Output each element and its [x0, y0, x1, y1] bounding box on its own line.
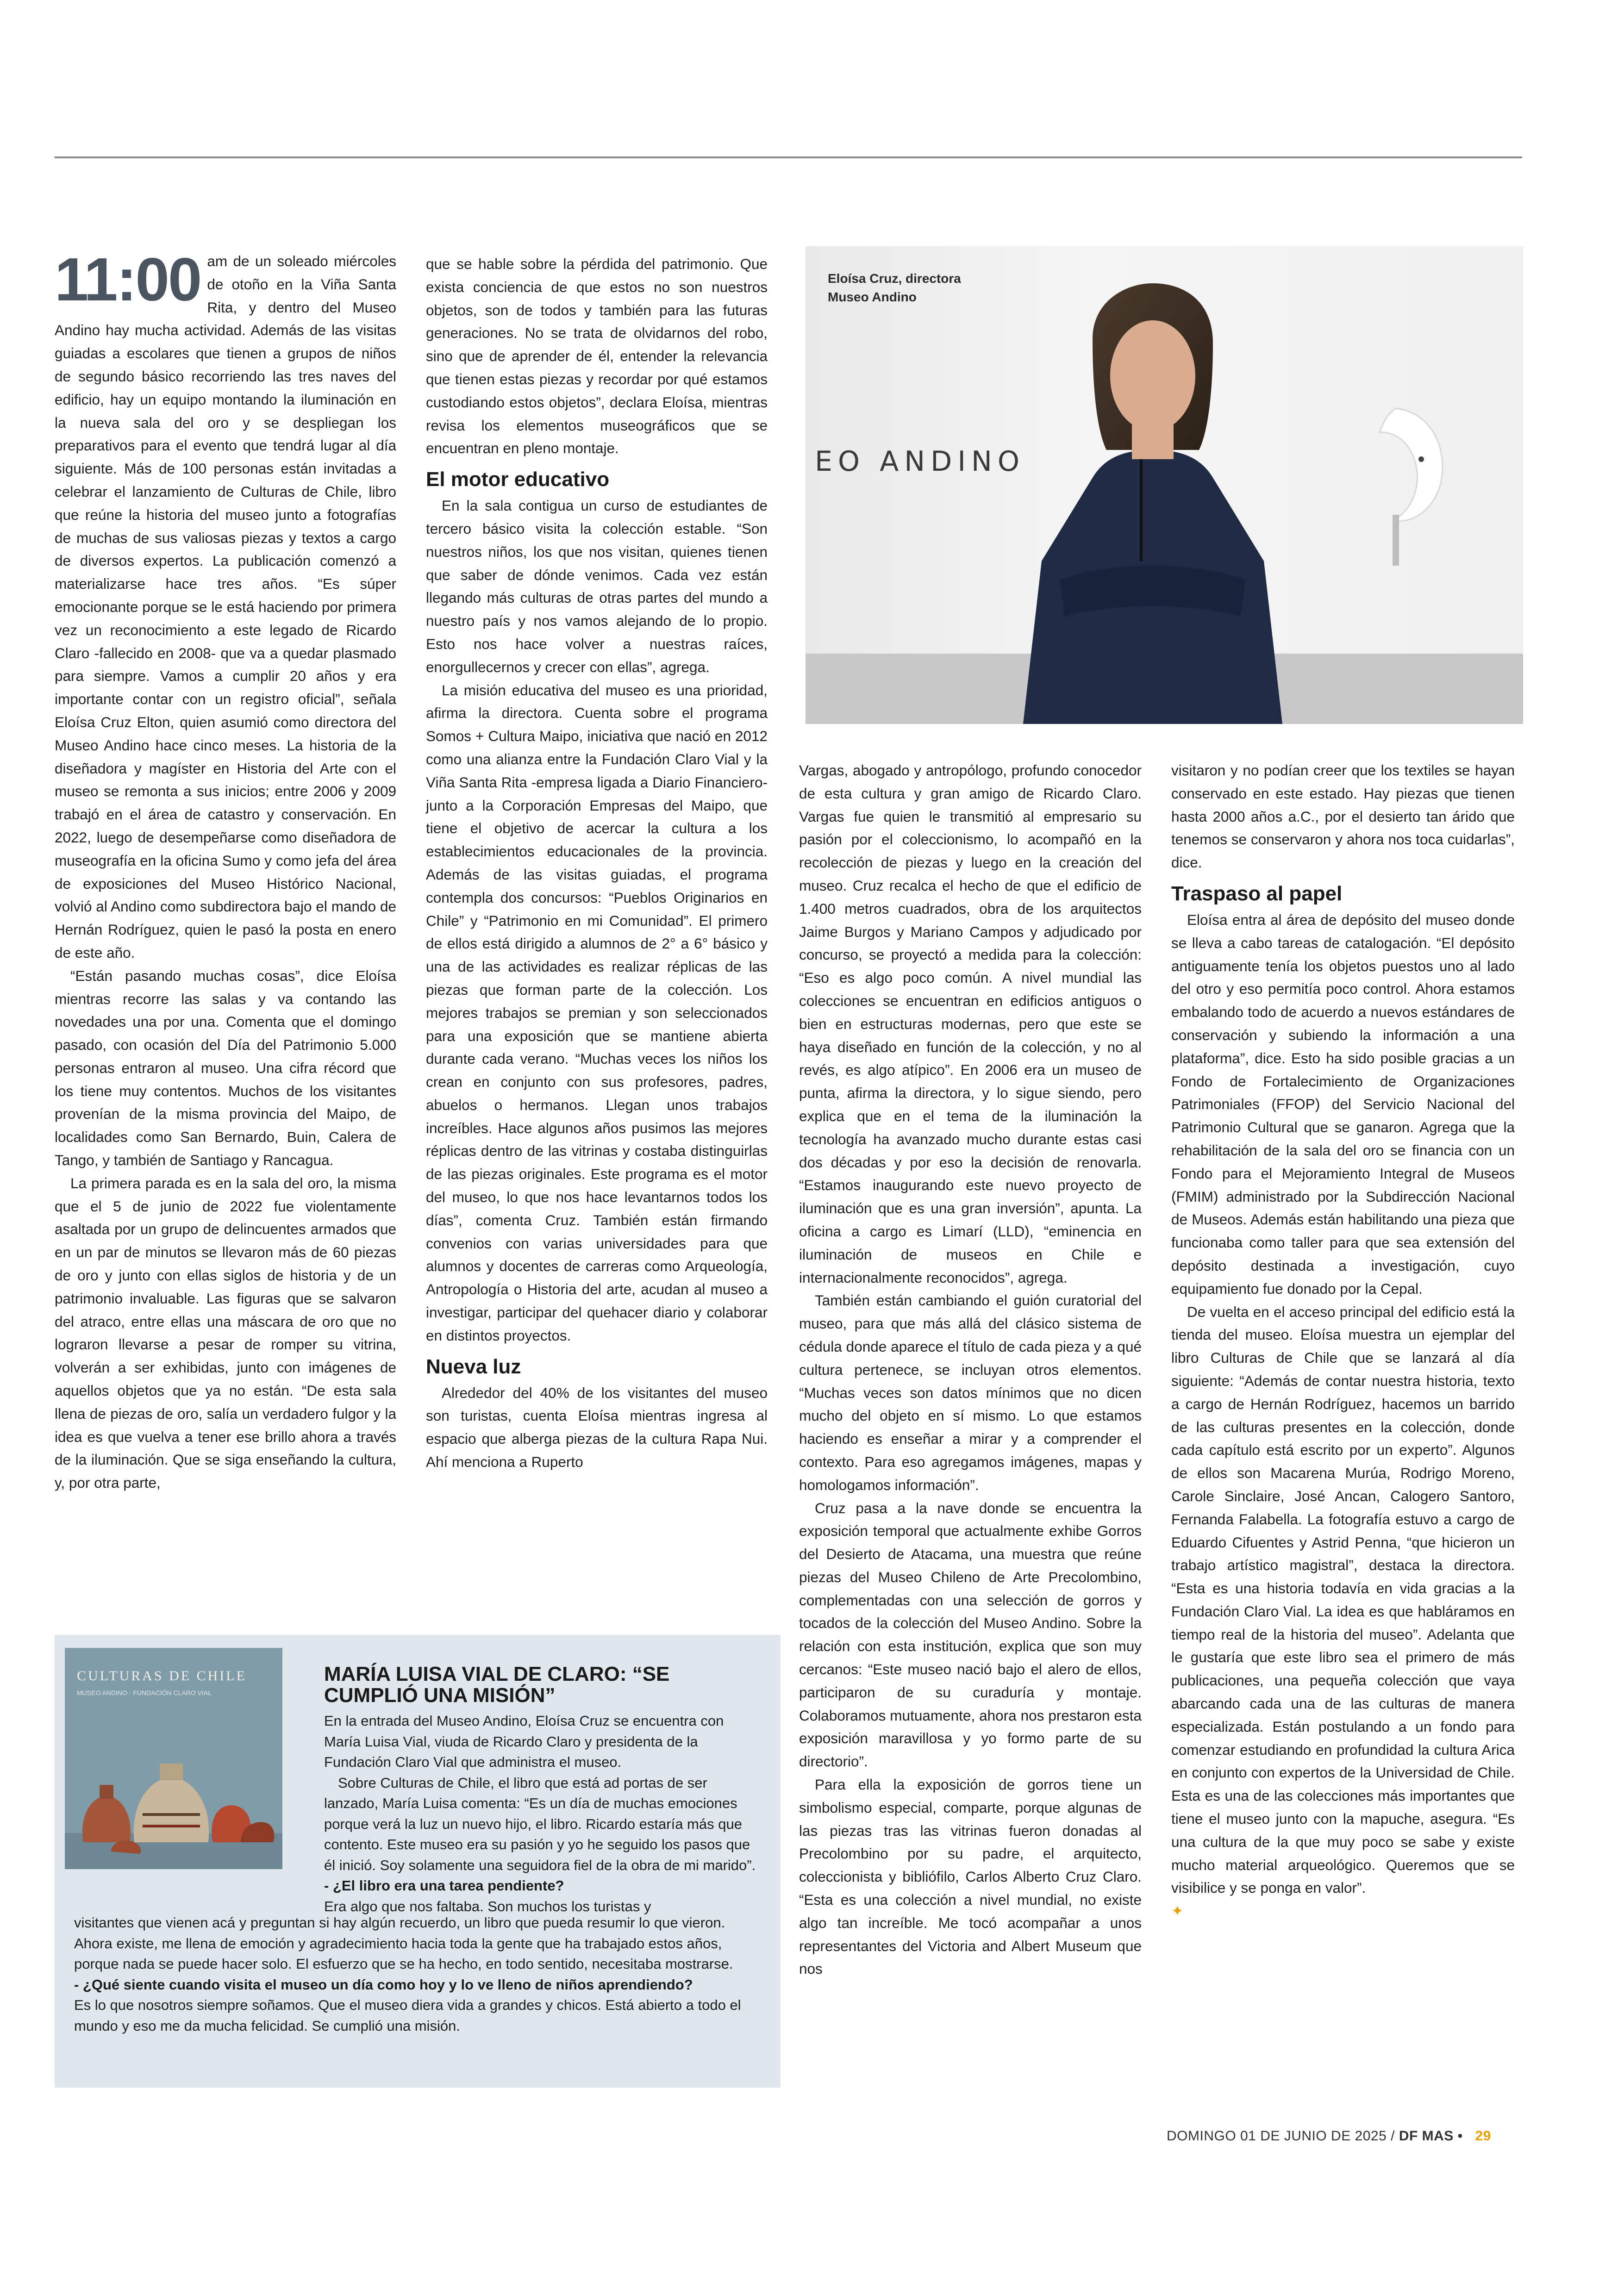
sidebar-answer: Era algo que nos faltaba. Son muchos los turistas y	[324, 1898, 651, 1915]
footer-publication: DF MAS •	[1399, 2128, 1463, 2144]
sidebar-question: - ¿El libro era una tarea pendiente?	[324, 1877, 564, 1894]
page-number: 29	[1475, 2128, 1491, 2144]
moon-sculpture-icon	[1338, 399, 1454, 566]
caption-line: Eloísa Cruz, directora	[828, 271, 961, 286]
paragraph: que se hable sobre la pérdida del patrimonio. Que exista conciencia de que estos no son nuestros objetos, son de todos y también para las futuras generaciones. No se trata de olvidarnos del robo, sino que de aprender de él, entender la relevancia que tienen estas piezas y recordar por qué estamos custodiando estos objetos”, declara Eloísa, mientras revisa los elementos museográficos que se encuentran en pleno montaje.	[426, 256, 768, 457]
section-heading: Nueva luz	[426, 1355, 521, 1378]
pottery-image	[65, 1648, 282, 1869]
page-footer	[1167, 2128, 1491, 2144]
sidebar-continued	[74, 1913, 764, 2036]
sidebar-question: - ¿Qué siente cuando visita el museo un día como hoy y lo ve lleno de niños aprendiendo?	[74, 1976, 693, 1993]
book-cover	[65, 1648, 282, 1869]
paragraph: Vargas, abogado y antropólogo, profundo conocedor de esta cultura y gran amigo de Ricardo Claro. Vargas fue quien le transmitió al empresario su pasión por el coleccionismo, lo acompañó en la recolección de piezas y luego en la creación del museo. Cruz recalca el hecho de que el edificio de 1.400 metros cuadrados, obra de los arquitectos Jaime Burgos y Mariano Campos y adjudicado por concurso, se proyectó a medida para la colección: “Eso es algo poco común. A nivel mundial las colecciones se encuentran en edificios antiguos o bien en estructuras modernas, pero que este se haya diseñado en función de la colección, y no al revés, es algo atípico”. En 2006 era un museo de punta, afirma la directora, y lo sigue siendo, pero explica que en el tema de la iluminación la tecnología ha avanzado mucho durante estas casi dos décadas y por eso la decisión de renovarla. “Estamos inaugurando este nuevo proyecto de iluminación que es una gran inversión”, apunta. La oficina a cargo es Limarí (LLD), “eminencia en iluminación de museos en Chile e internacionalmente reconocidos”, agrega.	[799, 762, 1142, 1286]
paragraph: Para ella la exposición de gorros tiene un simbolismo especial, comparte, porque algunas de las piezas tras las vitrinas fueron donadas al Precolombino por su padre, el arquitecto, coleccionista y bibliófilo, Carlos Alberto Cruz Claro. “Esta es una colección a nivel mundial, no existe algo tan increíble. Me tocó acompañar a unos representantes del Victoria and Albert Museum que nos	[799, 1776, 1142, 1977]
director-photo	[806, 246, 1523, 724]
book-title: CULTURAS DE CHILE	[77, 1668, 247, 1684]
paragraph: También están cambiando el guión curatorial del museo, para que más allá del clásico sistema de cédula donde aparece el título de cada pieza y a qué cultura pertenece, se incluyan otros elementos. “Muchas veces son datos mínimos que no dicen mucho del objeto en sí mismo. Lo que estamos haciendo es enseñar a mirar y a comprender el contexto. Para eso agregamos imágenes, mapas y homologamos información”.	[799, 1292, 1142, 1493]
paragraph: En la sala contigua un curso de estudiantes de tercero básico visita la colección estable. “Son nuestros niños, los que nos visitan, quienes tienen que saber de dónde venimos. Cada vez están llegando más culturas de otras partes del mundo a nuestro país y nos vamos alejando de lo propio. Esto nos hace volver a nuestras raíces, enorgullecernos y crecer con ellas”, agrega.	[426, 497, 768, 675]
sidebar-answer: Es lo que nosotros siempre soñamos. Que el museo diera vida a grandes y chicos. Está abierto a todo el mundo y eso me da mucha felicidad. Se cumplió una misión.	[74, 1997, 741, 2034]
museum-sign: EO ANDINO	[815, 445, 1025, 478]
paragraph: “Están pasando muchas cosas”, dice Eloísa mientras recorre las salas y va contando las novedades una por una. Comenta que el domingo pasado, con ocasión del Día del Patrimonio 5.000 personas entraron al museo. Una cifra récord que los tiene muy contentos. Muchos de los visitantes provenían de la misma provincia del Maipo, de localidades como San Bernardo, Buin, Calera de Tango, y también de Santiago y Rancagua.	[55, 967, 396, 1169]
paragraph: Eloísa entra al área de depósito del museo donde se lleva a cabo tareas de catalogación. “El depósito antiguamente tenía los objetos puestos uno al lado del otro y eso permitía poco control. Ahora estamos embalando todo de acuerdo a nuevos estándares de conservación y subiendo la información a una plataforma”, dice. Esto ha sido posible gracias a un Fondo de Fortalecimiento de Organizaciones Patrimoniales (FFOP) del Servicio Nacional del Patrimonio Cultural que se ganaron. Agrega que la rehabilitación de la sala del oro se financia con un Fondo para el Mejoramiento Integral de Museos (FMIM) administrado por la Subdirección Nacional de Museos. Además están habilitando una pieza que funcionaba como taller para que sea extensión del depósito destinada a investigación, cuyo equipamiento fue donado por la Cepal.	[1171, 911, 1515, 1297]
paragraph: De vuelta en el acceso principal del edificio está la tienda del museo. Eloísa muestra un ejemplar del libro Culturas de Chile que se lanzará al día siguiente: “Además de contar nuestra historia, texto a cargo de Hernán Rodríguez, hacemos un barrido de las culturas presentes en la colección, donde cada capítulo está escrito por un experto”. Algunos de ellos son Macarena Murúa, Rodrigo Moreno, Carole Sinclaire, José Ancan, Calogero Santoro, Fernanda Falabella. La fotografía estuvo a cargo de Eduardo Cifuentes y Astrid Penna, “que hicieron un trabajo artístico magistral”, destaca la directora. “Esta es una historia todavía en vida gracias a la Fundación Claro Vial. La idea es que habláramos en tiempo real de la historia del museo”. Adelanta que le gustaría que este libro sea el primero de más publicaciones, una pequeña colección que vaya abarcando cada una de las culturas de manera especializada. Están postulando a un fondo para comenzar estudiando en profundidad la cultura Arica en conjunto con expertos de la Universidad de Chile. Esta es una de las colecciones más importantes que tiene el museo junto con la mapuche, asegura. “Es una cultura de la que muy poco se sabe y existe mucho material arqueológico. Queremos que se visibilice y se ponga en valor”.	[1171, 1303, 1515, 1896]
sidebar-title: MARÍA LUISA VIAL DE CLARO: “SE CUMPLIÓ UNA MISIÓN”	[324, 1663, 670, 1707]
paragraph: La primera parada es en la sala del oro, la misma que el 5 de junio de 2022 fue violentamente asaltada por un grupo de delincuentes armados que en un par de minutos se llevaron más de 60 piezas de oro y junto con ellas siglos de historia y de un patrimonio invaluable. Las figuras que se salvaron del atraco, entre ellas una máscara de oro que no lograron llevarse a pesar de romper su vitrina, volverán a ser exhibidas, junto con imágenes de aquellos objetos que ya no están. “De esta sala llena de piezas de oro, salía un verdadero fulgor y la idea es que vuelva a tener ese brillo ahora a través de la iluminación. Que se siga enseñando la cultura, y, por otra parte,	[55, 1174, 396, 1491]
end-mark-icon: ✦	[1171, 1902, 1184, 1920]
paragraph: Cruz pasa a la nave donde se encuentra la exposición temporal que actualmente exhibe Gorros del Desierto de Atacama, una muestra que reúne piezas del Museo Chileno de Arte Precolombino, complementadas con una selección de gorros y tocados de la colección del Museo Andino. Sobre la relación con esta institución, explica que son muy cercanos: “Este museo nació bajo el alero de ellos, participaron de su curaduría y montaje. Colaboramos mutuamente, ahora nos prestaron esta exposición maravillosa y yo formo parte de su directorio”.	[799, 1499, 1142, 1770]
paragraph: La misión educativa del museo es una prioridad, afirma la directora. Cuenta sobre el programa Somos + Cultura Maipo, iniciativa que nació en 2012 como una alianza entre la Fundación Claro Vial y la Viña Santa Rita -empresa ligada a Diario Financiero- junto a la Corporación Empresas del Maipo, que tiene el objetivo de acercar la cultura a los establecimientos educacionales de la provincia. Además de las visitas guiadas, el programa contempla dos concursos: “Pueblos Originarios en Chile” y “Patrimonio en mi Comunidad”. El primero de ellos está dirigido a alumnos de 2° a 6° básico y una de las actividades es realizar réplicas de las piezas que forman parte de la colección. Los mejores trabajos se premian y son seleccionados para una exposición que se mantiene abierta durante cada verano. “Muchas veces los niños los crean en conjunto con sus profesores, padres, abuelos o hermanos. Llegan unos trabajos increíbles. Hace algunos años pusimos las mejores réplicas dentro de las vitrinas y costaba distinguirlas de las piezas originales. Este programa es el motor del museo, lo que nos hace levantarnos todos los días”, comenta Cruz. También están firmando convenios con varias universidades para que alumnos y docentes de carreras como Arqueología, Antropología o Historia del arte, acudan al museo a investigar, participar del quehacer diario y colaborar en distintos proyectos.	[426, 681, 768, 1344]
section-heading: El motor educativo	[426, 468, 610, 491]
person-figure	[1023, 283, 1282, 724]
section-heading: Traspaso al papel	[1171, 882, 1343, 905]
sidebar-intro	[324, 1664, 764, 1917]
article-column-2	[426, 253, 768, 1474]
book-subtitle: MUSEO ANDINO · FUNDACIÓN CLARO VIAL	[77, 1689, 212, 1696]
paragraph: visitaron y no podían creer que los textiles se hayan conservado en este estado. Hay piezas que tienen hasta 2000 años a.C., por el desierto tan árido que tenemos se conservaron y ahora nos toca cuidarlas”, dice.	[1171, 762, 1515, 871]
sidebar-paragraph: Sobre Culturas de Chile, el libro que está ad portas de ser lanzado, María Luisa comenta: “Es un día de muchas emociones porque verá la luz un nuevo hijo, el libro. Ricardo estaría más que contento. Este museo era su pasión y yo he seguido los pasos que él inició. Soy solamente una seguidora fiel de la obra de mi marido”.	[324, 1774, 756, 1873]
footer-date: DOMINGO 01 DE JUNIO DE 2025 /	[1167, 2128, 1395, 2144]
caption-line: Museo Andino	[828, 290, 917, 304]
sidebar-paragraph: En la entrada del Museo Andino, Eloísa Cruz se encuentra con María Luisa Vial, viuda de Ricardo Claro y presidenta de la Fundación Claro Vial que administra el museo.	[324, 1713, 724, 1770]
article-column-4	[1171, 759, 1515, 1923]
article-column-3	[799, 759, 1142, 1981]
paragraph: Alrededor del 40% de los visitantes del museo son turistas, cuenta Eloísa mientras ingresa al espacio que alberga piezas de la cultura Rapa Nui. Ahí menciona a Ruperto	[426, 1384, 768, 1471]
sidebar-answer: visitantes que vienen acá y preguntan si hay algún recuerdo, un libro que pueda resumir lo que vieron. Ahora existe, me llena de emoción y agradecimiento hacia toda la gente que ha trabajado estos años, porque nada se puede hacer solo. El esfuerzo que se ha hecho, en todo sentido, necesitaba mostrarse.	[74, 1915, 733, 1972]
article-column-1	[55, 245, 396, 1495]
dropcap-time: 11:00	[55, 245, 201, 313]
top-rule	[55, 156, 1522, 158]
paragraph	[1171, 1900, 1515, 1923]
paragraph: am de un soleado miércoles de otoño en la Viña Santa Rita, y dentro del Museo Andino hay mucha actividad. Además de las visitas guiadas a escolares que tienen a grupos de niños de segundo básico recorriendo las tres naves del edificio, hay un equipo montando la iluminación en la nueva sala del oro y se despliegan los preparativos para el evento que tendrá lugar al día siguiente. Más de 100 personas están invitadas a celebrar el lanzamiento de Culturas de Chile, libro que reúne la historia del museo junto a fotografías de muchas de sus valiosas piezas y textos a cargo de diversos expertos. La publicación comenzó a materializarse hace tres años. “Es súper emocionante porque se le está haciendo por primera vez un reconocimiento a este legado de Ricardo Claro -fallecido en 2008- que va a quedar plasmado para siempre. Vamos a cumplir 20 años y era importante contar con un registro oficial”, señala Eloísa Cruz Elton, quien asumió como directora del Museo Andino hace cinco meses. La historia de la diseñadora y magíster en Historia del Arte con el museo se remonta a sus inicios; entre 2006 y 2009 trabajó en el área de catastro y conservación. En 2022, luego de desempeñarse como diseñadora de museografía en la oficina Sumo y como jefa del área de exposiciones del Museo Histórico Nacional, volvió al Andino como subdirectora bajo el mando de Hernán Rodríguez, quien le pasó la posta en enero de este año.	[55, 253, 396, 961]
photo-caption	[828, 269, 961, 306]
